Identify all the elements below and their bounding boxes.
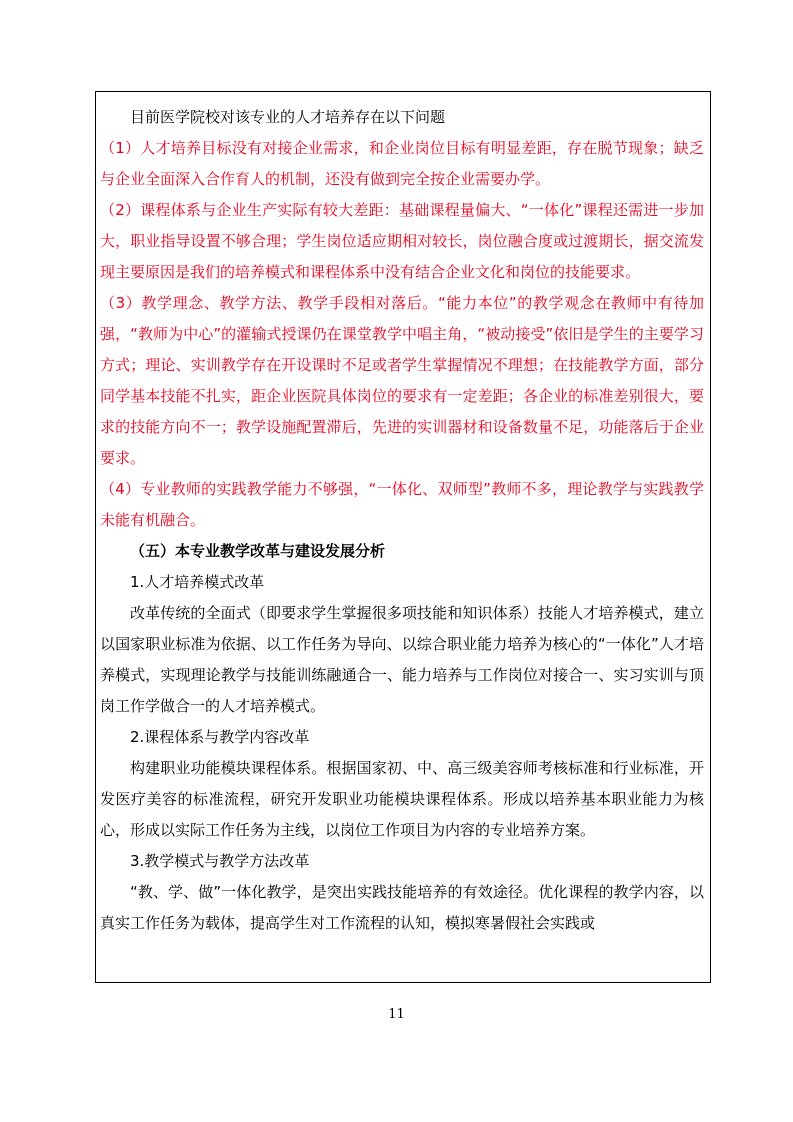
subsection-3-heading: 3.教学模式与教学方法改革 — [130, 852, 310, 870]
page-number: 11 — [388, 1007, 405, 1022]
table-cell-frame — [95, 91, 711, 983]
problem-1-paragraph: （1）人才培养目标没有对接企业需求，和企业岗位目标有明显差距，存在脱节现象；缺乏与企业全面深入合作育人的机制，还没有做到完全按企业需要办学。 — [100, 139, 704, 188]
subsection-1-body: 改革传统的全面式（即要求学生掌握很多项技能和知识体系）技能人才培养模式，建立以国家职业标准为依据、以工作任务为导向、以综合职业能力培养为核心的“一体化”人才培养模式，实现理论教学与技能训练融通合一、能力培养与工作岗位对接合一、实习实训与顶岗工作学做合一的人才培养模式。 — [100, 604, 704, 715]
intro-paragraph: 目前医学院校对该专业的人才培养存在以下问题 — [130, 108, 446, 126]
cell-content — [100, 102, 704, 939]
section-heading: （五）本专业教学改革与建设发展分析 — [130, 542, 386, 560]
problem-3-paragraph: （3）教学理念、教学方法、教学手段相对落后。“能力本位”的教学观念在教师中有待加强，“教师为中心”的灌输式授课仍在课堂教学中唱主角，“被动接受”依旧是学生的主要学习方式；理论、实训教学存在开设课时不足或者学生掌握情况不理想；在技能教学方面，部分同学基本技能不扎实，距企业医院具体岗位的要求有一定差距；各企业的标准差别很大，要求的技能方向不一；教学设施配置滞后，先进的实训器材和设备数量不足，功能落后于企业要求。 — [100, 294, 704, 467]
problem-4-paragraph: （4）专业教师的实践教学能力不够强，“一体化、双师型”教师不多，理论教学与实践教学未能有机融合。 — [100, 480, 704, 529]
problem-2-paragraph: （2）课程体系与企业生产实际有较大差距：基础课程量偏大、“一体化”课程还需进一步加大，职业指导设置不够合理；学生岗位适应期相对较长，岗位融合度或过渡期长，据交流发现主要原因是我们的培养模式和课程体系中没有结合企业文化和岗位的技能要求。 — [100, 201, 704, 281]
subsection-2-heading: 2.课程体系与教学内容改革 — [130, 728, 310, 746]
subsection-3-body: “教、学、做”一体化教学，是突出实践技能培养的有效途径。优化课程的教学内容，以真实工作任务为载体，提高学生对工作流程的认知，模拟寒暑假社会实践或 — [100, 883, 704, 932]
subsection-1-heading: 1.人才培养模式改革 — [130, 573, 265, 591]
subsection-2-body: 构建职业功能模块课程体系。根据国家初、中、高三级美容师考核标准和行业标准，开发医疗美容的标准流程，研究开发职业功能模块课程体系。形成以培养基本职业能力为核心，形成以实际工作任务为主线，以岗位工作项目为内容的专业培养方案。 — [100, 759, 704, 839]
